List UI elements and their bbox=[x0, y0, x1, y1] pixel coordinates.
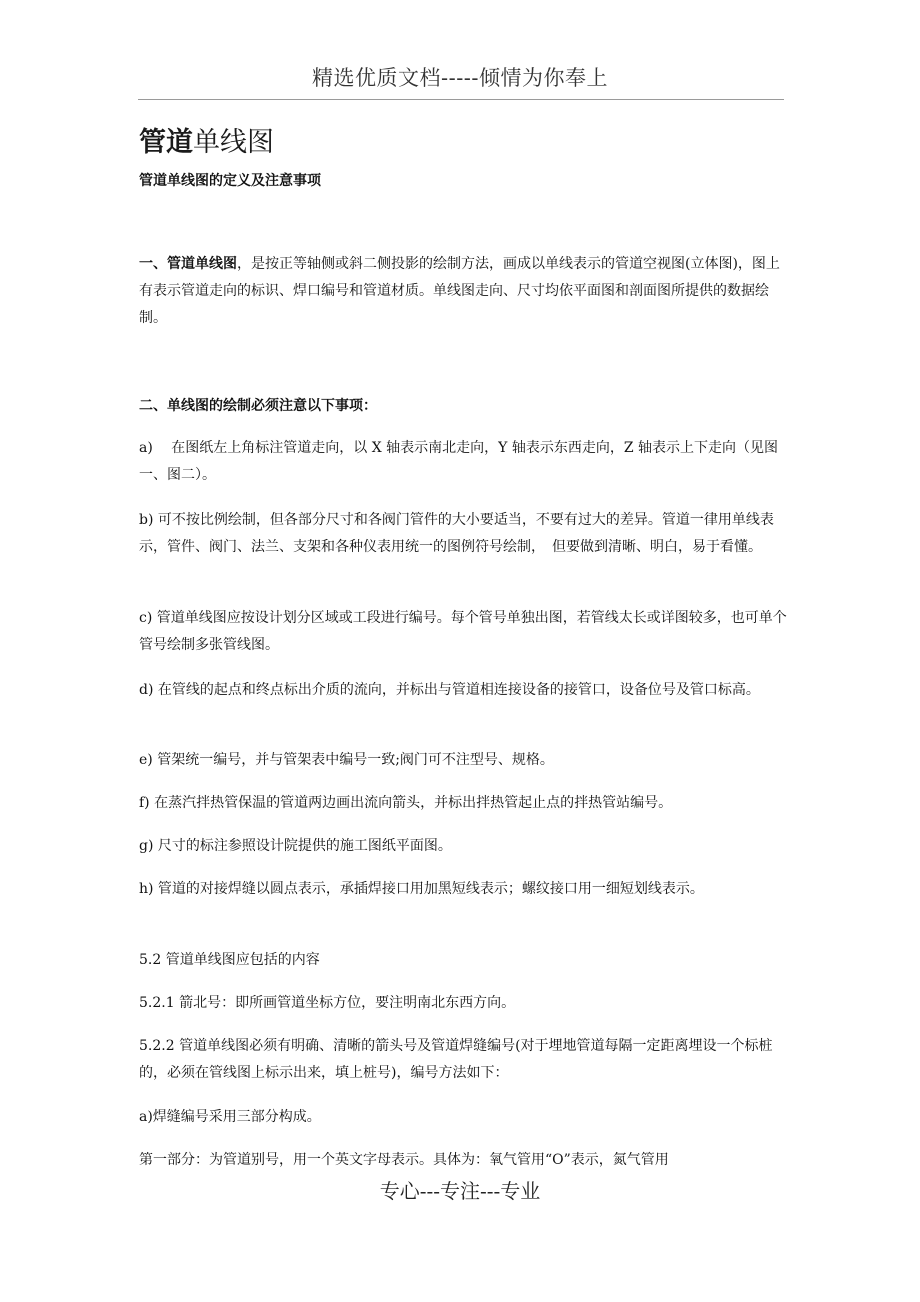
item-g: g) 尺寸的标注参照设计院提供的施工图纸平面图。 bbox=[139, 838, 452, 854]
section-5-2-1: 5.2.1 箭北号：即所画管道坐标方位，要注明南北东西方向。 bbox=[139, 995, 516, 1011]
section-5-2-heading: 5.2 管道单线图应包括的内容 bbox=[139, 952, 320, 968]
item-f: f) 在蒸汽拌热管保温的管道两边画出流向箭头，并标出拌热管起止点的拌热管站编号。 bbox=[139, 795, 673, 811]
item-a: a) 在图纸左上角标注管道走向，以 X 轴表示南北走向，Y 轴表示东西走向，Z 轴表示上下走向（见图一、图二）。 bbox=[139, 440, 778, 483]
item-d: d) 在管线的起点和终点标出介质的流向，并标出与管道相连接设备的接管口，设备位号及管口标高。 bbox=[139, 682, 760, 698]
section-5-2-2: 5.2.2 管道单线图必须有明确、清晰的箭头号及管道焊缝编号(对于埋地管道每隔一定距离埋设一个标桩的，必须在管线图上标示出来，填上桩号)，编号方法如下： bbox=[139, 1038, 773, 1081]
section-1-lead: 一、管道单线图 bbox=[139, 256, 237, 272]
item-h: h) 管道的对接焊缝以圆点表示，承插焊接口用加黑短线表示；螺纹接口用一细短划线表示。 bbox=[139, 881, 704, 897]
section-2-heading: 二、单线图的绘制必须注意以下事项： bbox=[139, 398, 377, 414]
header-divider bbox=[138, 99, 784, 100]
weld-numbering-a: a)焊缝编号采用三部分构成。 bbox=[139, 1109, 321, 1125]
item-e: e) 管架统一编号，并与管架表中编号一致;阀门可不注型号、规格。 bbox=[139, 752, 554, 768]
document-title bbox=[139, 120, 274, 159]
section-1-text: ，是按正等轴侧或斜二侧投影的绘制方法，画成以单线表示的管道空视图(立体图)，图上有表示管道走向的标识、焊口编号和管道材质。单线图走向、尺寸均依平面图和剖面图所提供的数据绘制。 bbox=[139, 256, 780, 326]
document-subtitle: 管道单线图的定义及注意事项 bbox=[139, 173, 321, 189]
title-bold-part: 管道 bbox=[139, 127, 193, 158]
section-1-paragraph bbox=[139, 251, 789, 332]
page-footer: 专心---专注---专业 bbox=[379, 1179, 541, 1203]
part-1-text: 第一部分：为管道别号，用一个英文字母表示。具体为：氧气管用“O”表示，氮气管用 bbox=[139, 1152, 669, 1168]
title-rest-part: 单线图 bbox=[193, 127, 274, 158]
item-c: c) 管道单线图应按设计划分区域或工段进行编号。每个管号单独出图，若管线太长或详图较多，也可单个管号绘制多张管线图。 bbox=[139, 610, 787, 653]
page-header: 精选优质文档-----倾情为你奉上 bbox=[312, 66, 608, 90]
item-b: b) 可不按比例绘制，但各部分尺寸和各阀门管件的大小要适当，不要有过大的差异。管道一律用单线表示，管件、阀门、法兰、支架和各种仪表用统一的图例符号绘制， 但要做到清晰、明白，易于看懂。 bbox=[139, 512, 774, 555]
